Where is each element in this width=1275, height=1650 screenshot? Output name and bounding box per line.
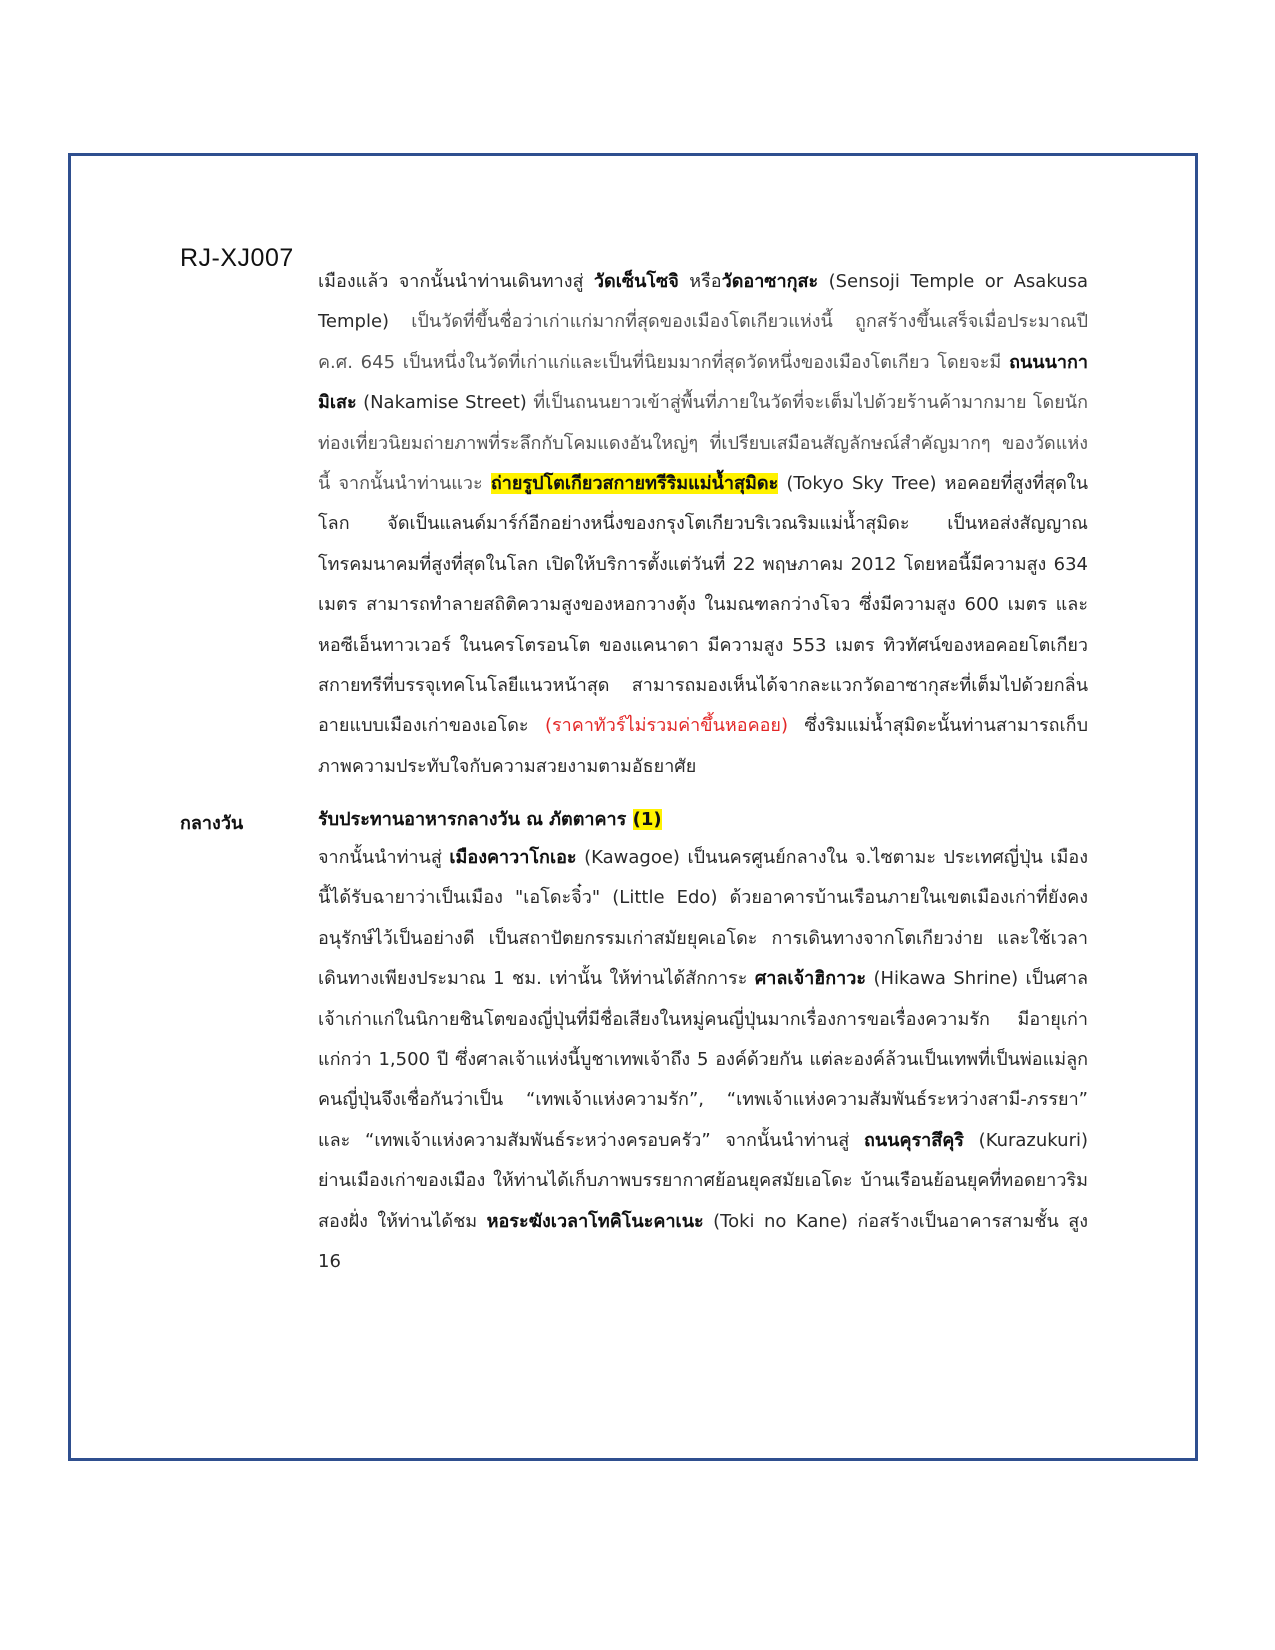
- body-text: ที่เป็นถนนยาวเข้าสู่พื้นที่ภายในวัดที่จะเต็มไปด้วยร้านค้ามากมาย โดยนักท่องเที่ยวนิยมถ่ายภาพที่ระลึกกับโคมแดงอันใหญ่ๆ ที่เปรียบเสมือนสัญลักษณ์สำคัญมากๆ ของวัดแห่งนี้ จากนั้นนำท่านแวะ: [318, 392, 1089, 495]
- paragraph-asakusa: [318, 262, 1088, 787]
- body-text: เมืองแล้ว จากนั้นนำท่านเดินทางสู่: [318, 271, 594, 292]
- bold-text: รับประทานอาหารกลางวัน ณ ภัตตาคาร: [318, 809, 633, 830]
- body-text: (Hikawa Shrine) เป็นศาลเจ้าเก่าแก่ในนิกายชินโตของญี่ปุ่นที่มีชื่อเสียงในหมู่คนญี่ปุ่นมากเรื่องการขอเรื่องความรัก มีอายุเก่าแก่กว่า 1,500 ปี ซึ่งศาลเจ้าแห่งนี้บูชาเทพเจ้าถึง 5 องค์ด้วยกัน แต่ละองค์ล้วนเป็นเทพที่เป็นพ่อแม่ลูก คนญี่ปุ่นจึงเชื่อกันว่าเป็น “เทพเจ้าแห่งความรัก”, “เทพเจ้าแห่งความสัมพันธ์ระหว่างสามี-ภรรยา” และ “เทพเจ้าแห่งความสัมพันธ์ระหว่างครอบครัว” จากนั้นนำท่านสู่: [318, 968, 1088, 1151]
- body-text: (Sensoji Temple or Asakusa Temple): [318, 271, 1089, 333]
- body-text: จากนั้นนำท่านสู่: [318, 847, 450, 868]
- body-text: ซึ่งริมแม่น้ำสุมิดะนั้นท่านสามารถเก็บภาพความประทับใจกับความสวยงามตามอัธยาศัย: [318, 715, 1088, 777]
- time-label-lunch: กลางวัน: [180, 813, 244, 834]
- body-text: (Toki no Kane) ก่อสร้างเป็นอาคารสามชั้น สูง 16: [318, 1210, 1088, 1273]
- paragraph-kawagoe: [318, 838, 1088, 1282]
- body-text: (Kurazukuri) ย่านเมืองเก่าของเมือง ให้ท่านได้เก็บภาพบรรยากาศย้อนยุคสมัยเอโดะ บ้านเรือนย้อนยุคที่ทอดยาวริมสองฝั่ง ให้ท่านได้ชม: [318, 1129, 1088, 1232]
- body-text: เป็นวัดที่ขึ้นชื่อว่าเก่าแก่มากที่สุดของเมืองโตเกียวแห่งนี้ ถูกสร้างขึ้นเสร็จเมื่อประมาณปี ค.ศ. 645 เป็นหนึ่งในวัดที่เก่าแก่และเป็นที่นิยมมากที่สุดวัดหนึ่งของเมืองโตเกียว โดยจะมี: [318, 311, 1088, 373]
- document-code: RJ-XJ007: [180, 244, 294, 272]
- body-text: (Tokyo Sky Tree) หอคอยที่สูงที่สุดในโลก จัดเป็นแลนด์มาร์ก์อีกอย่างหนึ่งของกรุงโตเกียวบริเวณริมแม่น้ำสุมิดะ เป็นหอส่งสัญญาณโทรคมนาคมที่สูงที่สุดในโลก เปิดให้บริการตั้งแต่วันที่ 22 พฤษภาคม 2012 โดยหอนี้มีความสูง 634 เมตร สามารถทำลายสถิติความสูงของหอกวางตุ้ง ในมณฑลกว่างโจว ซึ่งมีความสูง 600 เมตร และหอซีเอ็นทาวเวอร์ ในนครโตรอนโต ของแคนาดา มีความสูง 553 เมตร ทิวทัศน์ของหอคอยโตเกียวสกายทรีที่บรรจุเทคโนโลยีแนวหน้าสุด สามารถมองเห็นได้จากละแวกวัดอาซากุสะที่เต็มไปด้วยกลิ่นอายแบบเมืองเก่าของเอโดะ: [318, 473, 1088, 737]
- paragraph-lunch: [318, 800, 1088, 840]
- bold-text: ถนนคุราสึคุริ: [863, 1129, 964, 1151]
- highlighted-text: (1): [632, 809, 662, 830]
- bold-text: ศาลเจ้าฮิกาวะ: [754, 968, 866, 990]
- body-text: หรือ: [678, 271, 722, 292]
- highlighted-text: ถ่ายรูปโตเกียวสกายทรีริมแม่น้ำสุมิดะ: [490, 473, 779, 495]
- bold-text: วัดอาซากุสะ: [721, 271, 819, 292]
- body-text: (Kawagoe) เป็นนครศูนย์กลางใน จ.ไซตามะ ประเทศญี่ปุ่น เมืองนี้ได้รับฉายาว่าเป็นเมือง "เอโดะจิ๋ว" (Little Edo) ด้วยอาคารบ้านเรือนภายในเขตเมืองเก่าที่ยังคงอนุรักษ์ไว้เป็นอย่างดี เป็นสถาปัตยกรรมเก่าสมัยยุคเอโดะ การเดินทางจากโตเกียวง่าย และใช้เวลาเดินทางเพียงประมาณ 1 ชม. เท่านั้น ให้ท่านได้สักการะ: [318, 847, 1088, 990]
- note-text: (ราคาทัวร์ไม่รวมค่าขึ้นหอคอย): [544, 715, 788, 737]
- bold-text: เมืองคาวาโกเอะ: [449, 847, 577, 868]
- bold-text: วัดเซ็นโซจิ: [593, 271, 679, 292]
- body-text: (Nakamise Street): [356, 392, 534, 414]
- bold-text: หอระฆังเวลาโทคิโนะคาเนะ: [486, 1210, 704, 1232]
- bold-text: ถนนนากามิเสะ: [318, 351, 1088, 414]
